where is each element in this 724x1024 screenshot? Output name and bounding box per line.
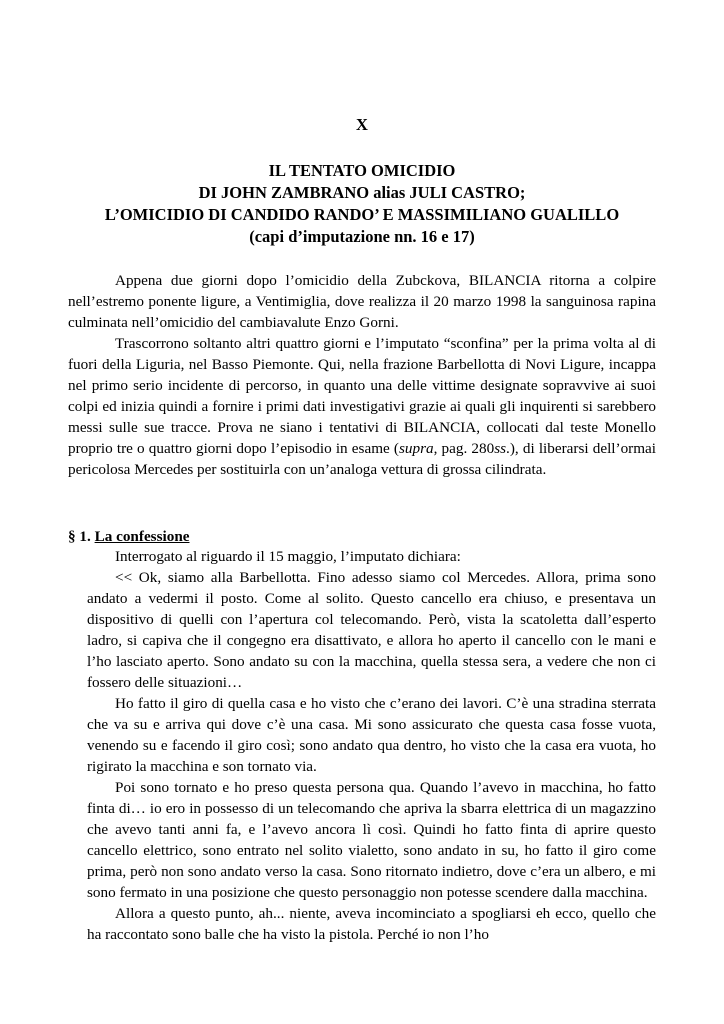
title-line-3: L’OMICIDIO DI CANDIDO RANDO’ E MASSIMILIANO GUALILLO <box>104 205 620 224</box>
paragraph-1: Appena due giorni dopo l’omicidio della Zubckova, BILANCIA ritorna a colpire nell’estremo ponente ligure, a Ventimiglia, dove realizza il 20 marzo 1998 la sanguinosa rapina culminata nell’omicidio del cambiavalute Enzo Gorni. <box>68 272 656 331</box>
chapter-title-block <box>40 160 684 248</box>
paragraph-2-part-b: , pag. 280 <box>433 440 495 457</box>
quote-paragraph-1: << Ok, siamo alla Barbellotta. Fino adesso siamo col Mercedes. Allora, prima sono andato a vedermi il posto. Come al solito. Questo cancello era chiuso, e presentava un dispositivo di quelli con l’apertura col telecomando. Però, vista la scatoletta dall’esperto ladro, si capiva che il congegno era disattivato, e allora ho aperto il cancello con le mani e l’ho lasciato aperto. Sono andato su con la macchina, quella stessa sera, a vedere che non ci fossero delle situazioni… <box>87 569 656 691</box>
chapter-number: X <box>356 115 368 134</box>
section-heading <box>68 526 656 547</box>
confession-text <box>68 546 656 945</box>
paragraph-2-part-c: .), di liberarsi dell’ormai pericolosa Mercedes per sostituirla con un’analoga vettura di grossa cilindrata. <box>68 440 656 478</box>
ss-italic: ss <box>494 440 507 457</box>
section-number: § 1. <box>68 528 91 545</box>
supra-italic: supra <box>398 440 434 457</box>
quote-intro: Interrogato al riguardo il 15 maggio, l’imputato dichiara: <box>115 548 461 565</box>
paragraph-2-part-a: Trascorrono soltanto altri quattro giorni e l’imputato “sconfina” per la prima volta al di fuori della Liguria, nel Basso Piemonte. Qui, nella frazione Barbellotta di Novi Ligure, incappa nel primo serio incidente di percorso, in quanto una delle vittime designate sopravvive ai suoi colpi ed inizia quindi a fornire i primi dati investigativi grazie ai quali gli inquirenti si sarebbero messi sulle sue tracce. Prova ne siano i tentativi di BILANCIA, collocati dal teste Monello proprio tre o quattro giorni dopo l’episodio in esame ( <box>68 335 656 457</box>
quote-paragraph-3: Poi sono tornato e ho preso questa persona qua. Quando l’avevo in macchina, ho fatto finta di… io ero in possesso di un telecomando che apriva la sbarra elettrica di un magazzino che avevo tanti anni fa, e l’avevo ancora lì così. Quindi ho fatto finta di aprire questo cancello elettrico, sono entrato nel solito vialetto, sono andato in su, ho fatto il giro come prima, però non sono andato verso la casa. Sono ritornato indietro, dove c’era un albero, e mi sono fermato in una posizione che questo personaggio non potesse scendere dalla macchina. <box>87 779 656 901</box>
title-line-4: (capi d’imputazione nn. 16 e 17) <box>249 227 475 246</box>
paragraph-2 <box>68 333 656 480</box>
intro-text <box>68 270 656 480</box>
quote-paragraph-4: Allora a questo punto, ah... niente, aveva incominciato a spogliarsi eh ecco, quello che ha raccontato sono balle che ha visto la pistola. Perché io non l’ho <box>87 905 656 943</box>
section-title: La confessione <box>94 528 190 545</box>
title-line-2: DI JOHN ZAMBRANO alias JULI CASTRO; <box>198 183 526 202</box>
title-line-1: IL TENTATO OMICIDIO <box>268 161 456 180</box>
quote-paragraph-2: Ho fatto il giro di quella casa e ho visto che c’erano dei lavori. C’è una stradina sterrata che va su e arriva qui dove c’è una casa. Mi sono assicurato che questa casa fosse vuota, venendo su e facendo il giro così; sono andato qua dentro, ho visto che la casa era vuota, ho rigirato la macchina e son tornato via. <box>87 695 656 775</box>
